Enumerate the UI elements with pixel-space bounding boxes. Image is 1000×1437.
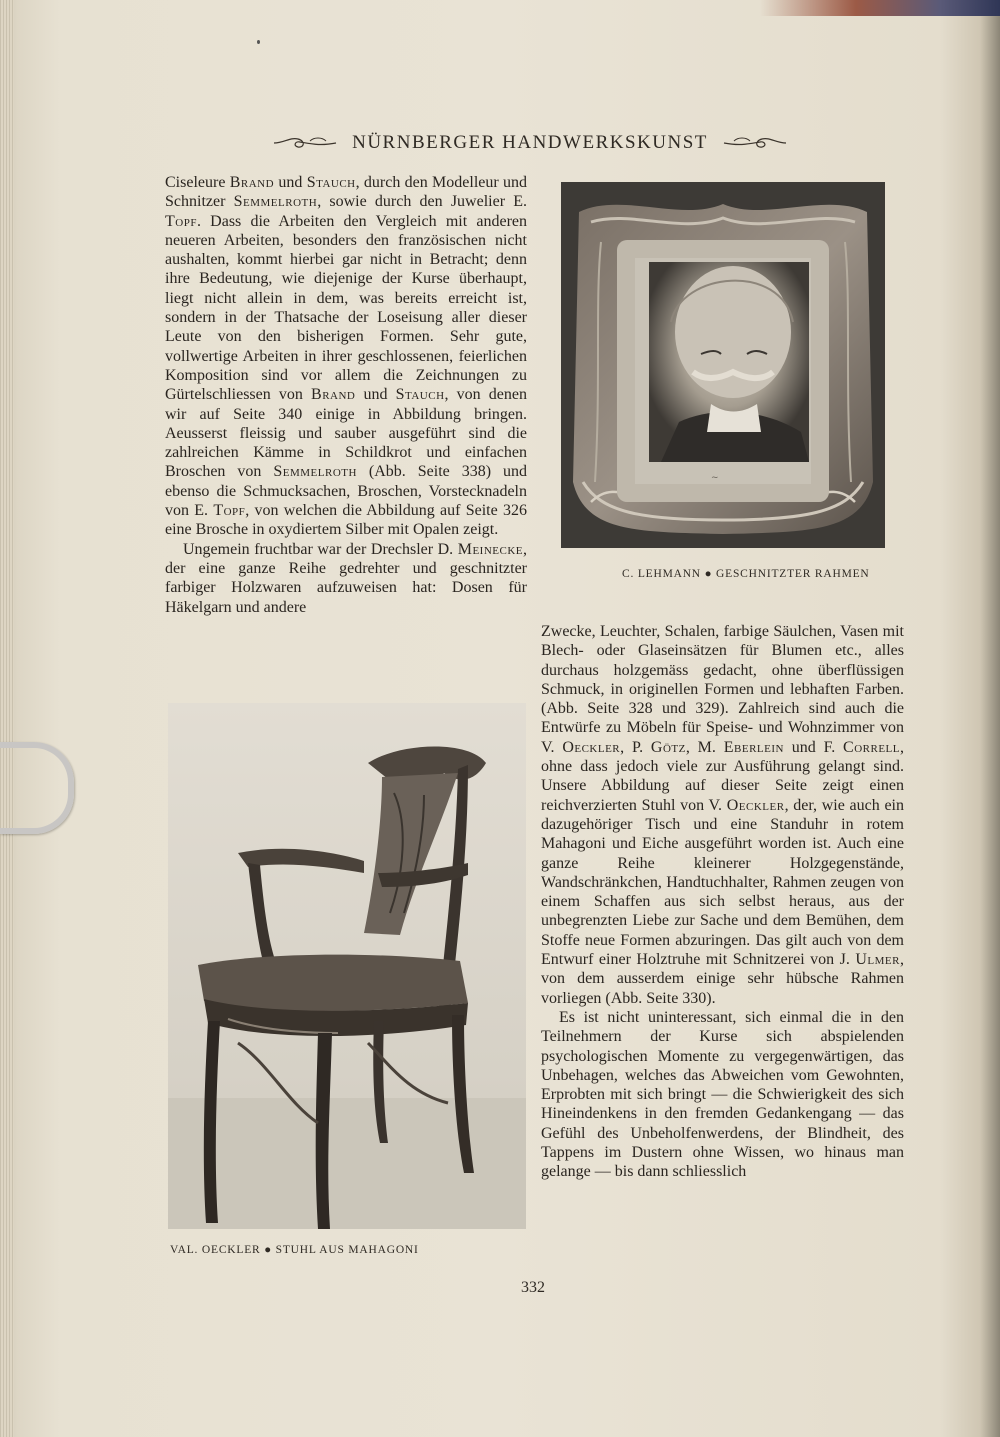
small-caps-name: Oeckler bbox=[562, 738, 621, 756]
small-caps-name: Oeckler bbox=[726, 796, 785, 814]
text-run: , der, wie auch ein dazugehöriger Tisch und eine Standuhr in rotem Mahagoni und Eiche ausgeführt worden ist. Auch eine ganze Reihe kleinerer Holzgegenstände, Wandschränkchen, Handtuchhalter, Rahmen zeugen von einem Schaffen aus sich selbst heraus, aus der unbegrenzten Liebe zur Sache und dem Bemühen, dem Stoffe neue Formen abzuringen. Das gilt auch von dem Entwurf einer Holztruhe mit Schnitzerei von J. bbox=[541, 796, 904, 969]
text-run: , der eine ganze Reihe gedrehter und geschnitzter farbiger Holzwaren aufzuweisen hat: Dosen für Häkelgarn und andere bbox=[165, 540, 527, 616]
text-run: , durch den Modelleur und Schnitzer bbox=[165, 174, 528, 211]
scroll-ornament-left-icon bbox=[272, 133, 338, 153]
running-head-title: NÜRNBERGER HANDWERKSKUNST bbox=[352, 132, 708, 153]
svg-text:~: ~ bbox=[711, 473, 719, 483]
text-column-left bbox=[165, 173, 527, 617]
small-caps-name: Meinecke bbox=[457, 540, 523, 558]
paragraph bbox=[165, 540, 527, 617]
small-caps-name: Topf bbox=[165, 212, 197, 230]
mahogany-chair-photo bbox=[168, 703, 526, 1229]
text-run: , ohne dass jedoch viele zur Ausführung gelangt sind. Unsere Abbildung auf dieser Seite zeigt einen reichverzierten Stuhl von V. bbox=[541, 738, 904, 814]
carved-frame-photo bbox=[561, 182, 885, 548]
text-run: und bbox=[355, 386, 396, 404]
text-run: Ciseleure bbox=[165, 174, 230, 191]
text-run: Es ist nicht uninteressant, sich einmal die in den Teilnehmern der Kurse sich abspielenden psychologischen Momente zu vergegenwärtigen, das Unbehagen, welches das Abweichen vom Gewohnten, Erprobten mit sich bringt — die Schwierigkeit des sich Hineindenkens in den fremden Gedankengang — das Gefühl des Unbeholfenwerdens, der Blindheit, des Tappens im Dustern ohne Wissen, wo hinaus man gelange — bis dann schliesslich bbox=[541, 1008, 904, 1181]
small-caps-name: Eberlein bbox=[723, 738, 784, 756]
text-run: Zwecke, Leuchter, Schalen, farbige Säulchen, Vasen mit Blech- oder Glaseinsätzen für Blumen etc., alles durchaus holzgemäss gedacht, ohne überflüssigen Schmuck, in originellen Formen und lebhaften Farben. (Abb. Seite 328 und 329). Zahlreich sind auch die Entwürfe zu Möbeln für Speise- und Wohnzimmer von V. bbox=[541, 623, 904, 756]
text-run: . Dass die Arbeiten den Vergleich mit anderen neueren Arbeiten, besonders den französischen nicht aushalten, kommt hierbei gar nicht in Betracht; denn ihre Bedeutung, wie diejenige der Kurse überhaupt, liegt nicht allein in dem, was bereits erreicht ist, sondern in der Thatsache der Loseisung aller dieser Leute von den bisherigen Formen. Sehr gute, vollwertige Arbeiten in ihrer geschlossenen, feierlichen Komposition sind vor allem die Zeichnungen zu Gürtelschliessen von bbox=[165, 212, 527, 404]
chair-caption: VAL. OECKLER ● STUHL AUS MAHAGONI bbox=[170, 1244, 419, 1256]
small-caps-name: Götz bbox=[650, 738, 686, 756]
text-run: Ungemein fruchtbar war der Drechsler D. bbox=[183, 540, 458, 558]
paragraph bbox=[541, 622, 904, 1008]
running-head bbox=[270, 128, 790, 158]
paragraph bbox=[165, 173, 527, 540]
text-run: , von welchen die Abbildung auf Seite 326 eine Brosche in oxydiertem Silber mit Opalen zeigt. bbox=[165, 502, 527, 539]
page-stack-edge bbox=[0, 0, 14, 1437]
small-caps-name: Semmelroth bbox=[273, 463, 357, 481]
text-run: und bbox=[274, 174, 307, 191]
text-run: , von dem ausserdem einige sehr hübsche Rahmen vorliegen (Abb. Seite 330). bbox=[541, 951, 904, 1007]
scroll-ornament-right-icon bbox=[722, 133, 788, 153]
paragraph bbox=[541, 1008, 904, 1182]
text-run: , P. bbox=[620, 738, 651, 756]
chair-illustration bbox=[168, 703, 526, 1229]
small-caps-name: Topf bbox=[213, 502, 246, 520]
text-run: , von denen wir auf Seite 340 einige in Abbildung bringen. Aeusserst fleissig und sauber ausgeführt sind die zahlreichen Kämme in Schildkrot und einfachen Broschen von bbox=[165, 386, 527, 481]
small-caps-name: Correll bbox=[843, 738, 900, 756]
paper-clip bbox=[0, 742, 74, 834]
text-column-right bbox=[541, 622, 904, 1182]
small-caps-name: Ulmer bbox=[855, 951, 900, 969]
small-caps-name: Stauch bbox=[395, 386, 445, 404]
book-cover-edge bbox=[760, 0, 1000, 16]
ink-speck bbox=[257, 40, 260, 44]
small-caps-name: Semmelroth bbox=[233, 193, 318, 211]
small-caps-name: Stauch bbox=[306, 174, 356, 191]
frame-caption: C. LEHMANN ● GESCHNITZTER RAHMEN bbox=[622, 568, 870, 580]
text-run: , sowie durch den Juwelier E. bbox=[317, 193, 527, 211]
text-run: und F. bbox=[783, 738, 844, 756]
page-number: 332 bbox=[521, 1279, 545, 1296]
small-caps-name: Brand bbox=[311, 386, 356, 404]
carved-frame-illustration bbox=[561, 182, 885, 548]
text-run: , M. bbox=[685, 738, 724, 756]
text-run: (Abb. Seite 338) und ebenso die Schmucksachen, Broschen, Vorstecknadeln von E. bbox=[165, 463, 528, 520]
small-caps-name: Brand bbox=[229, 174, 275, 191]
